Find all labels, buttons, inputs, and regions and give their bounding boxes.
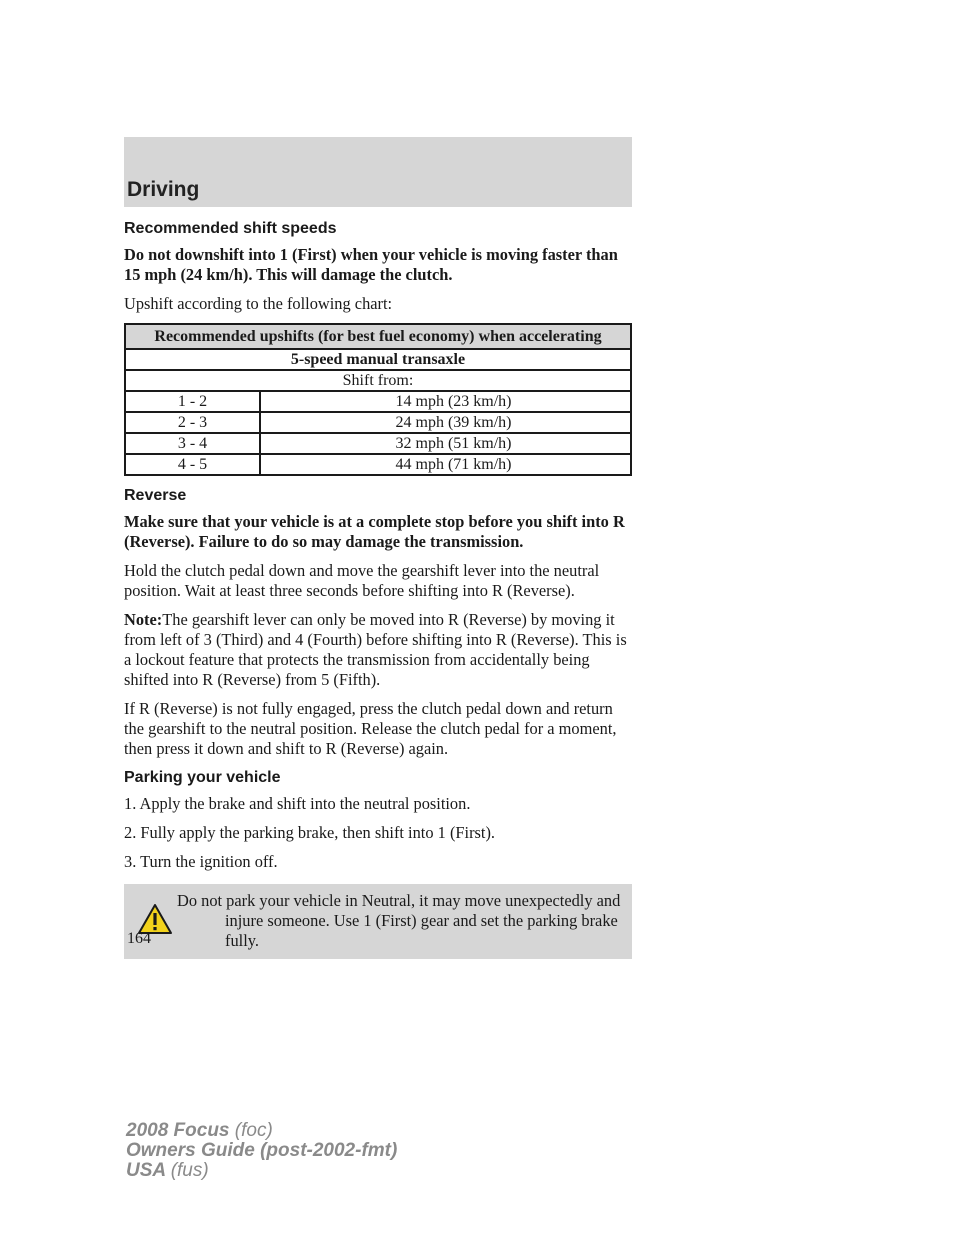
table-row bbox=[125, 391, 631, 412]
table-cell-gear: 3 - 4 bbox=[125, 433, 260, 454]
parking-step: 1. Apply the brake and shift into the neutral position. bbox=[124, 794, 471, 813]
note-text: The gearshift lever can only be moved into R (Reverse) by moving it from left of 3 (Third) and 4 (Fourth) before shifting into R (Reverse). This is a lockout feature that protects the transmission from accidentally being shifted into R (Reverse) from 5 (Fifth). bbox=[124, 610, 627, 689]
table-row bbox=[125, 454, 631, 475]
section-header-band bbox=[124, 137, 632, 207]
parking-step: 2. Fully apply the parking brake, then shift into 1 (First). bbox=[124, 823, 496, 842]
footer-model-code: (foc) bbox=[234, 1120, 273, 1141]
table-cell-speed: 24 mph (39 km/h) bbox=[260, 412, 631, 433]
page-content bbox=[124, 219, 632, 959]
footer-line-2 bbox=[126, 1141, 397, 1161]
footer-model: 2008 Focus bbox=[126, 1120, 235, 1141]
footer-market: USA bbox=[126, 1160, 171, 1181]
caution-box bbox=[124, 884, 632, 959]
shift-speeds-heading: Recommended shift speeds bbox=[124, 220, 337, 237]
reverse-warning: Make sure that your vehicle is at a complete stop before you shift into R (Reverse). Failure to do so may damage the transmission. bbox=[124, 512, 625, 551]
document-footer bbox=[126, 1121, 397, 1181]
upshift-intro: Upshift according to the following chart: bbox=[124, 294, 393, 313]
note-label: Note: bbox=[124, 610, 163, 629]
table-row bbox=[125, 412, 631, 433]
upshift-table bbox=[124, 323, 632, 476]
reverse-heading: Reverse bbox=[124, 487, 187, 504]
reverse-paragraph-1: Hold the clutch pedal down and move the gearshift lever into the neutral position. Wait at least three seconds before shifting into R (Reverse). bbox=[124, 561, 600, 600]
table-subtitle: 5-speed manual transaxle bbox=[125, 349, 631, 370]
caution-text: Do not park your vehicle in Neutral, it may move unexpectedly and injure someone. Use 1 (First) gear and set the parking brake fully. bbox=[177, 891, 621, 950]
footer-guide: Owners Guide (post-2002-fmt) bbox=[126, 1140, 398, 1161]
page-number: 164 bbox=[127, 930, 151, 947]
table-shift-from-label: Shift from: bbox=[125, 370, 631, 391]
reverse-note bbox=[124, 610, 632, 690]
table-row bbox=[125, 433, 631, 454]
table-cell-speed: 32 mph (51 km/h) bbox=[260, 433, 631, 454]
footer-market-code: (fus) bbox=[170, 1160, 209, 1181]
reverse-paragraph-2: If R (Reverse) is not fully engaged, press the clutch pedal down and return the gearshift to the neutral position. Release the clutch pedal for a moment, then press it down and shift to R (Reverse) again. bbox=[124, 699, 617, 758]
downshift-warning: Do not downshift into 1 (First) when your vehicle is moving faster than 15 mph (24 km/h). This will damage the clutch. bbox=[124, 245, 618, 284]
table-cell-gear: 4 - 5 bbox=[125, 454, 260, 475]
table-cell-gear: 1 - 2 bbox=[125, 391, 260, 412]
table-cell-speed: 14 mph (23 km/h) bbox=[260, 391, 631, 412]
table-cell-speed: 44 mph (71 km/h) bbox=[260, 454, 631, 475]
parking-step: 3. Turn the ignition off. bbox=[124, 852, 278, 871]
section-title: Driving bbox=[127, 178, 200, 201]
footer-line-1 bbox=[126, 1121, 397, 1141]
parking-heading: Parking your vehicle bbox=[124, 769, 281, 786]
footer-line-3 bbox=[126, 1161, 397, 1181]
table-title: Recommended upshifts (for best fuel economy) when accelerating bbox=[125, 324, 631, 349]
table-cell-gear: 2 - 3 bbox=[125, 412, 260, 433]
